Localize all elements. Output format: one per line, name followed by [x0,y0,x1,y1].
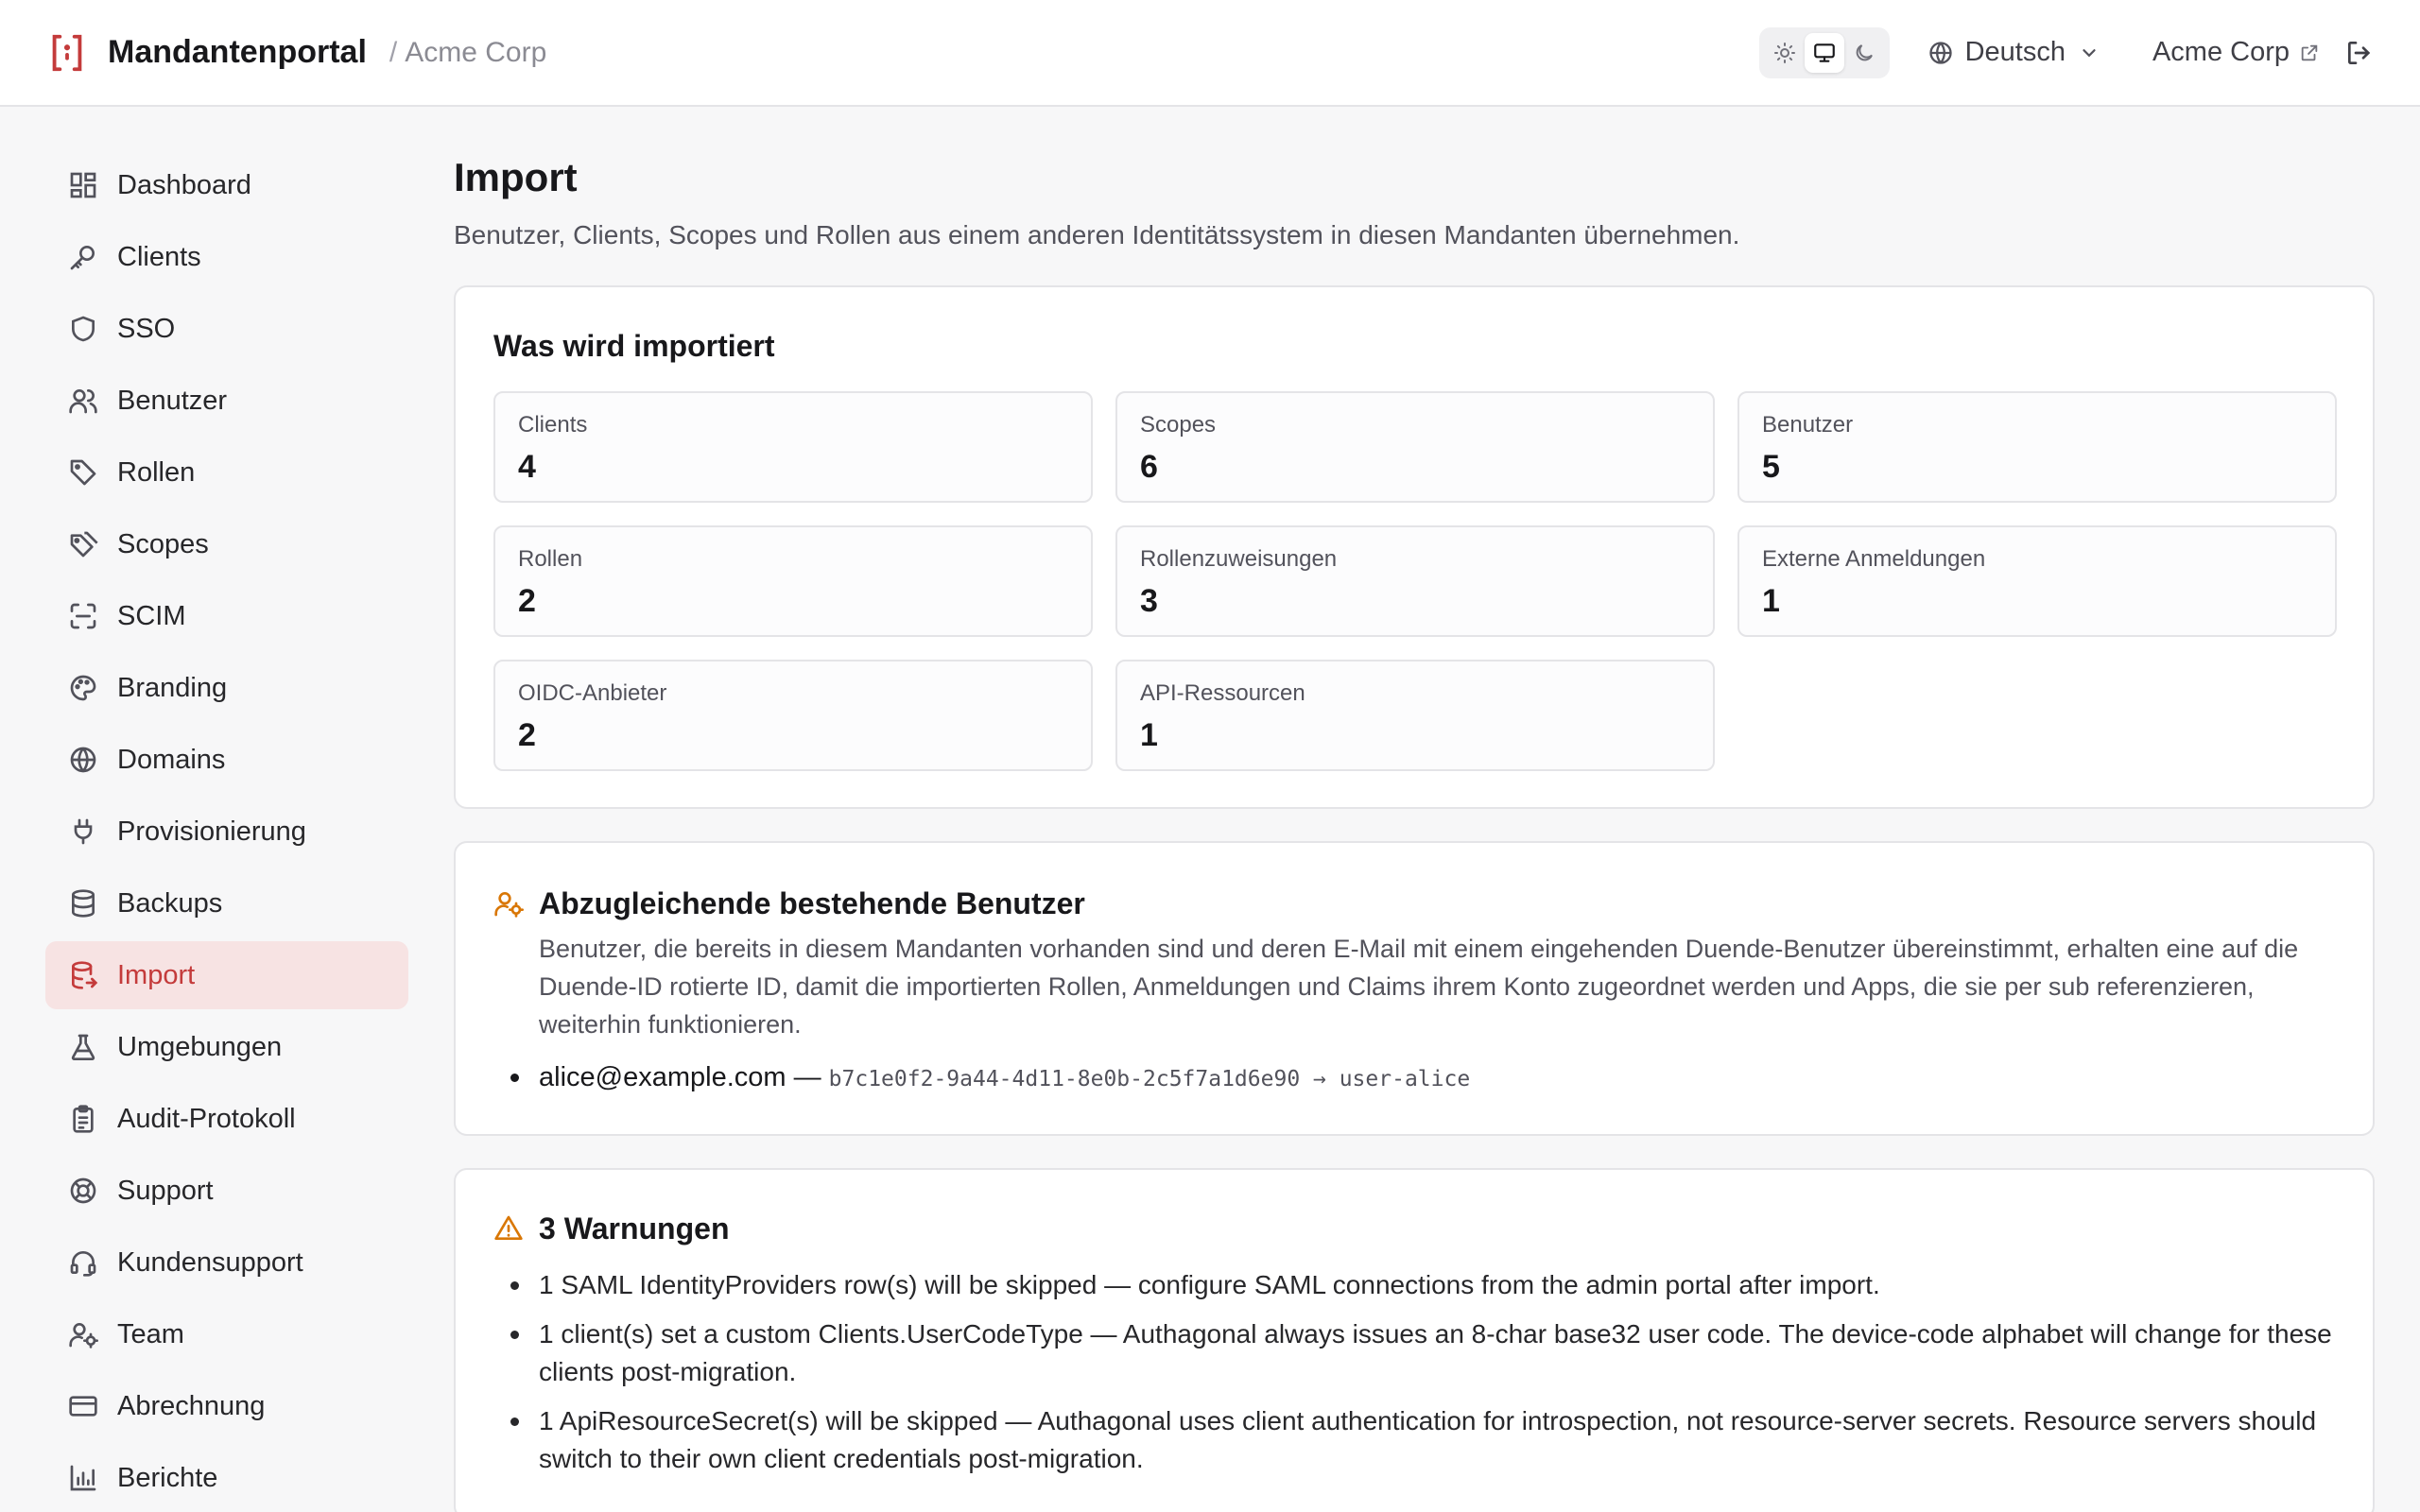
sidebar-item-backups[interactable] [45,869,408,937]
theme-switch [1759,27,1890,78]
warnings-card [454,1168,2375,1512]
page-title: Import [454,155,578,199]
system-theme-button[interactable] [1805,33,1844,73]
sidebar-item-sso[interactable] [45,295,408,363]
stat-benutzer [1737,391,2337,503]
top-bar [0,0,2420,107]
sidebar-item-label: Kundensupport [117,1246,303,1278]
sidebar-item-label: Backups [117,887,223,919]
dashboard-icon [68,170,98,200]
sidebar-item-label: Berichte [117,1462,218,1493]
sidebar-item-abrechnung[interactable] [45,1372,408,1440]
sidebar-item-provisionierung[interactable] [45,798,408,866]
flask-icon [68,1032,98,1062]
list-item: 1 ApiResourceSecret(s) will be skipped — Authagonal uses client authentication for introspection, not resource-server secrets. Resource servers should switch to their own client credentials post-migration. [539,1402,2368,1478]
tenant-link-label: Acme Corp [2152,37,2290,67]
page-subtitle: Benutzer, Clients, Scopes und Rollen aus einem anderen Identitätssystem in diesen Mandanten übernehmen. [454,220,1740,249]
globe-icon [68,745,98,775]
sidebar-item-label: Clients [117,241,201,272]
stat-rollen [493,525,1093,637]
sidebar-item-label: Domains [117,744,226,775]
sidebar-item-label: SSO [117,313,176,344]
lifebuoy-icon [68,1176,98,1206]
sidebar-item-domains[interactable] [45,726,408,794]
sidebar-item-scopes[interactable] [45,510,408,578]
scan-icon [68,601,98,631]
sidebar-item-label: Team [117,1318,184,1349]
stat-label: Rollen [518,546,583,572]
sidebar-item-label: Import [117,959,196,990]
sidebar-item-label: Rollen [117,456,196,488]
id-mapping: b7c1e0f2-9a44-4d11-8e0b-2c5f7a1d6e90 → user-alice [828,1067,1471,1091]
stat-value: 6 [1140,449,1158,485]
stat-value: 4 [518,449,536,485]
external-link-icon [2299,43,2320,63]
logout-button[interactable] [2344,38,2375,68]
stat-value: 1 [1762,583,1780,619]
chevron-down-icon [2079,43,2100,63]
sun-icon [1773,42,1796,64]
import-summary-card [454,285,2375,809]
list-item: 1 client(s) set a custom Clients.UserCodeType — Authagonal always issues an 8-char base32 user code. The device-code alphabet will change for these clients post-migration. [539,1315,2368,1391]
sidebar-item-label: Abrechnung [117,1390,266,1421]
sidebar-item-benutzer[interactable] [45,367,408,435]
tag-icon [68,457,98,488]
stat-label: OIDC-Anbieter [518,680,667,706]
stat-value: 2 [518,717,536,753]
language-select[interactable] [1927,37,2111,68]
matched-email: alice@example.com [539,1062,786,1092]
stat-api-ressourcen [1115,660,1715,771]
globe-icon [1927,40,1954,66]
header-actions [1759,27,2375,78]
stat-value: 2 [518,583,536,619]
sidebar-item-label: Branding [117,672,228,703]
light-theme-button[interactable] [1765,33,1805,73]
list-item [539,1058,2335,1098]
stat-label: Scopes [1140,412,1217,438]
stat-value: 1 [1140,717,1158,753]
credit-card-icon [68,1391,98,1421]
stat-label: Clients [518,412,588,438]
shield-icon [68,314,98,344]
clipboard-icon [68,1104,98,1134]
dark-theme-button[interactable] [1844,33,1884,73]
matching-users-card [454,841,2375,1136]
em-dash: — [786,1062,829,1092]
user-cog-icon [493,888,524,919]
logout-icon [2344,38,2375,68]
stat-label: API-Ressourcen [1140,680,1305,706]
sidebar [45,151,408,1512]
monitor-icon [1812,41,1837,65]
breadcrumb-separator: / [389,36,398,68]
database-import-icon [68,960,98,990]
logo-icon [45,31,89,75]
sidebar-item-berichte[interactable] [45,1444,408,1512]
bar-chart-icon [68,1463,98,1493]
sidebar-item-label: Benutzer [117,385,228,416]
stat-label: Externe Anmeldungen [1762,546,1986,572]
stat-scopes [1115,391,1715,503]
matching-list [539,1058,2335,1098]
stat-label: Benutzer [1762,412,1854,438]
database-icon [68,888,98,919]
sidebar-item-label: Audit-Protokoll [117,1103,296,1134]
palette-icon [68,673,98,703]
matching-header [493,883,2335,924]
users-icon [68,386,98,416]
breadcrumb-tenant: Acme Corp [405,36,547,68]
warnings-list [539,1266,2368,1478]
sidebar-item-label: Umgebungen [117,1031,283,1062]
sidebar-item-import[interactable] [45,941,408,1009]
user-cog-icon [68,1319,98,1349]
sidebar-item-kundensupport[interactable] [45,1228,408,1297]
stats-grid [493,391,2335,771]
stat-value: 3 [1140,583,1158,619]
sidebar-item-branding[interactable] [45,654,408,722]
summary-title: Was wird importiert [493,329,775,363]
sidebar-item-clients[interactable] [45,223,408,291]
stat-rollenzuweisungen [1115,525,1715,637]
plug-icon [68,816,98,847]
stat-clients [493,391,1093,503]
sidebar-item-umgebungen[interactable] [45,1013,408,1081]
sidebar-item-support[interactable] [45,1157,408,1225]
stat-externe-anmeldungen [1737,525,2337,637]
warnings-title: 3 Warnungen [539,1211,730,1246]
brand[interactable] [45,31,546,75]
sidebar-item-label: SCIM [117,600,186,631]
stat-oidc-anbieter [493,660,1093,771]
matching-title: Abzugleichende bestehende Benutzer [539,886,1085,920]
sidebar-item-label: Provisionierung [117,816,306,847]
headset-icon [68,1247,98,1278]
language-label: Deutsch [1964,37,2066,67]
app-name: Mandantenportal [108,34,367,70]
stat-value: 5 [1762,449,1780,485]
list-item: 1 SAML IdentityProviders row(s) will be skipped — configure SAML connections from the admin portal after import. [539,1266,2368,1304]
sidebar-item-team[interactable] [45,1300,408,1368]
key-icon [68,242,98,272]
sidebar-item-scim[interactable] [45,582,408,650]
sidebar-item-label: Dashboard [117,169,251,200]
stat-label: Rollenzuweisungen [1140,546,1338,572]
moon-icon [1853,42,1876,64]
sidebar-item-label: Scopes [117,528,209,559]
sidebar-item-label: Support [117,1175,214,1206]
matching-description: Benutzer, die bereits in diesem Mandanten vorhanden sind und deren E-Mail mit einem eingehenden Duende-Benutzer übereinstimmt, erhalten eine auf die Duende-ID rotierte ID, damit die importierten Rollen, Anmeldungen und Claims ihrem Konto zugeordnet werden und Apps, die sie per sub referenzieren, weiterhin funktionieren. [539,935,2299,1039]
tenant-external-link[interactable] [2152,37,2320,68]
tags-icon [68,529,98,559]
sidebar-item-rollen[interactable] [45,438,408,507]
sidebar-item-dashboard[interactable] [45,151,408,219]
warning-triangle-icon [493,1213,524,1244]
warnings-header [493,1208,2335,1249]
sidebar-item-audit-protokoll[interactable] [45,1085,408,1153]
main-content [454,151,2375,1512]
